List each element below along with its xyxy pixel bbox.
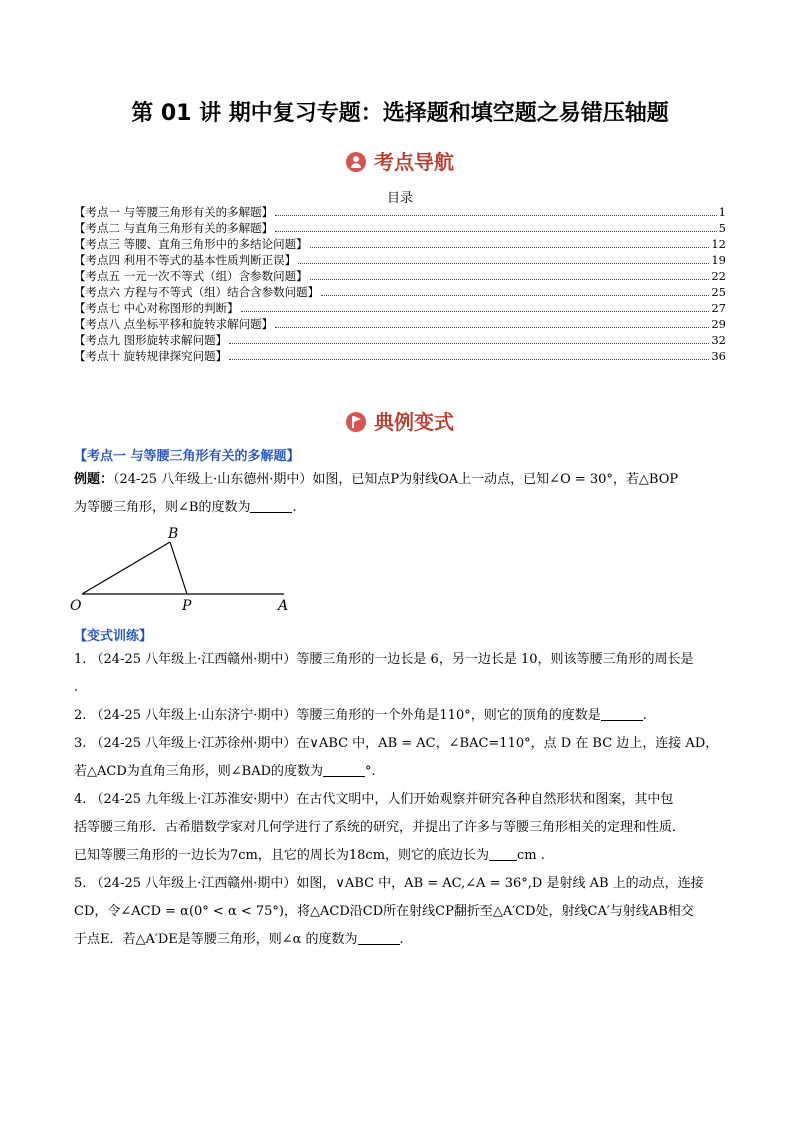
- nav-section-heading: [0, 146, 800, 175]
- toc-item-label: 【考点五 一元一次不等式（组）含参数问题】: [74, 269, 308, 283]
- toc-item[interactable]: [74, 252, 726, 268]
- toc-item[interactable]: [74, 300, 726, 316]
- table-of-contents: [74, 204, 726, 364]
- question-3-line-1: 3. （24-25 八年级上·江苏徐州·期中）在∨ABC 中，AB = AC，∠BAC=110°，点 D 在 BC 边上，连接 AD，: [74, 736, 719, 751]
- user-icon: [346, 152, 366, 172]
- toc-item[interactable]: [74, 268, 726, 284]
- toc-item-label: 【考点九 图形旋转求解问题】: [74, 333, 228, 347]
- toc-item-page: 32: [711, 333, 726, 347]
- answer-blank[interactable]: [358, 930, 400, 945]
- question-2-end: .: [642, 708, 647, 723]
- toc-item-label: 【考点十 旋转规律探究问题】: [74, 349, 228, 363]
- page-title: 第 01 讲 期中复习专题：选择题和填空题之易错压轴题: [131, 101, 669, 126]
- question-5-line-3: 于点E．若△A′DE是等腰三角形，则∠α 的度数为: [74, 932, 358, 947]
- toc-item-label: 【考点六 方程与不等式（组）结合含参数问题】: [74, 285, 320, 299]
- toc-leader: [275, 204, 717, 216]
- toc-item-page: 29: [711, 317, 726, 331]
- example-line-2-end: .: [292, 500, 297, 515]
- toc-heading: 目录: [386, 191, 413, 206]
- toc-leader: [229, 348, 709, 360]
- flag-icon: [346, 412, 366, 432]
- toc-item-label: 【考点八 点坐标平移和旋转求解问题】: [74, 317, 274, 331]
- segment-bp: [170, 542, 187, 594]
- example-problem: [74, 466, 734, 522]
- toc-item-label: 【考点七 中心对称图形的判断】: [74, 301, 239, 315]
- toc-item[interactable]: [74, 348, 726, 364]
- toc-item-page: 25: [711, 285, 726, 299]
- label-o: O: [70, 598, 82, 614]
- toc-leader: [275, 316, 709, 328]
- toc-item[interactable]: [74, 284, 726, 300]
- toc-item-label: 【考点三 等腰、直角三角形中的多结论问题】: [74, 237, 308, 251]
- question-4-line-2: 括等腰三角形．古希腊数学家对几何学进行了系统的研究，并提出了许多与等腰三角形相关的定理和性质．: [74, 820, 686, 835]
- practice-questions: [74, 646, 734, 954]
- example-section-heading: [0, 406, 800, 435]
- question-5-end: .: [399, 932, 404, 947]
- triangle-figure: [70, 526, 310, 618]
- topic-heading: 【考点一 与等腰三角形有关的多解题】: [74, 449, 300, 464]
- toc-item-label: 【考点二 与直角三角形有关的多解题】: [74, 221, 274, 235]
- question-1-line-2: .: [74, 680, 79, 695]
- toc-item-page: 5: [718, 221, 726, 235]
- question-1-line-1: 1. （24-25 八年级上·江西赣州·期中）等腰三角形的一边长是 6，另一边长是 10，则该等腰三角形的周长是: [74, 652, 694, 667]
- toc-leader: [241, 300, 710, 312]
- example-line-1: （24-25 八年级上·山东德州·期中）如图，已知点P为射线OA上一动点，已知∠O = 30°，若△BOP: [113, 472, 679, 487]
- question-3-line-2: 若△ACD为直角三角形，则∠BAD的度数为: [74, 764, 324, 779]
- toc-leader: [310, 236, 710, 248]
- toc-item[interactable]: [74, 332, 726, 348]
- answer-blank[interactable]: [489, 846, 517, 861]
- question-3-end: °.: [365, 764, 376, 779]
- example-section-label: 典例变式: [374, 410, 454, 434]
- toc-item-page: 27: [711, 301, 726, 315]
- question-4-end: cm .: [517, 848, 545, 863]
- toc-leader: [229, 332, 709, 344]
- toc-item-page: 1: [718, 205, 726, 219]
- question-5-line-1: 5. （24-25 八年级上·江西赣州·期中）如图，∨ABC 中，AB = AC,∠A = 36°,D 是射线 AB 上的动点，连接: [74, 876, 704, 891]
- toc-item[interactable]: [74, 204, 726, 220]
- toc-item[interactable]: [74, 316, 726, 332]
- toc-item-page: 12: [711, 237, 726, 251]
- toc-leader: [275, 220, 717, 232]
- practice-heading: 【变式训练】: [74, 629, 153, 644]
- answer-blank[interactable]: [323, 762, 365, 777]
- toc-item-label: 【考点一 与等腰三角形有关的多解题】: [74, 205, 274, 219]
- toc-leader: [310, 268, 710, 280]
- label-a: A: [278, 598, 289, 614]
- answer-blank[interactable]: [601, 706, 643, 721]
- toc-item[interactable]: [74, 220, 726, 236]
- question-4-line-1: 4. （24-25 九年级上·江苏淮安·期中）在古代文明中，人们开始观察并研究各种自然形状和图案，其中包: [74, 792, 674, 807]
- toc-leader: [321, 284, 709, 296]
- toc-item-page: 36: [711, 349, 726, 363]
- example-line-2: 为等腰三角形，则∠B的度数为: [74, 500, 251, 515]
- segment-ob: [82, 542, 170, 594]
- answer-blank[interactable]: [250, 498, 292, 513]
- toc-item-label: 【考点四 利用不等式的基本性质判断正误】: [74, 253, 297, 267]
- question-5-line-2: CD，令∠ACD = α(0° < α < 75°)，将△ACD沿CD所在射线CP翻折至△A′CD处，射线CA′与射线AB相交: [74, 904, 694, 919]
- toc-item[interactable]: [74, 236, 726, 252]
- question-2: 2. （24-25 八年级上·山东济宁·期中）等腰三角形的一个外角是110°，则它的顶角的度数是: [74, 708, 601, 723]
- label-b: B: [168, 526, 179, 542]
- label-p: P: [182, 598, 192, 614]
- nav-section-label: 考点导航: [374, 150, 454, 174]
- toc-item-page: 19: [711, 253, 726, 267]
- question-4-line-3: 已知等腰三角形的一边长为7cm，且它的周长为18cm，则它的底边长为: [74, 848, 490, 863]
- example-prefix: 例题：: [74, 472, 114, 487]
- toc-item-page: 22: [711, 269, 726, 283]
- toc-leader: [298, 252, 709, 264]
